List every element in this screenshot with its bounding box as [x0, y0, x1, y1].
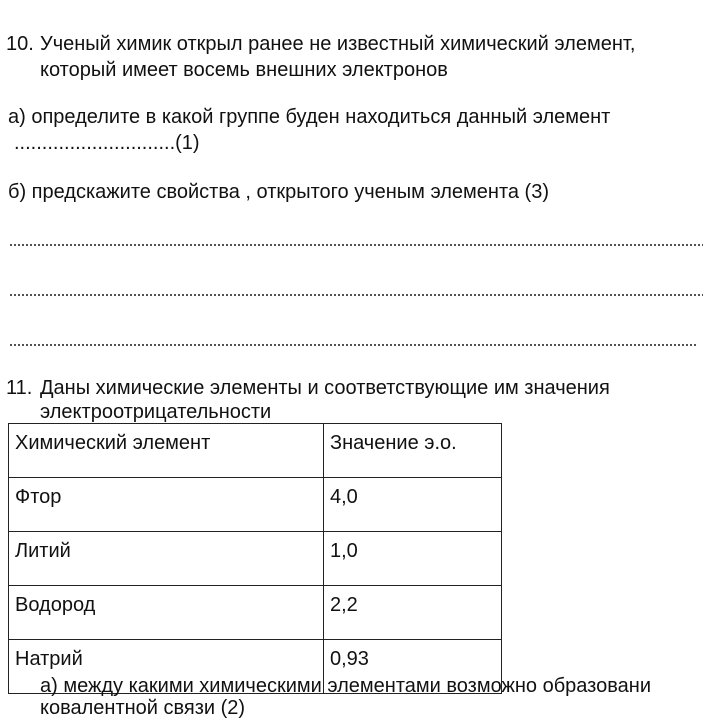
table-header-element: Химический элемент — [9, 424, 324, 478]
answer-line-1 — [9, 244, 703, 246]
question-10-text-line-1: Ученый химик открыл ранее не известный химический элемент, — [40, 33, 636, 55]
question-11-text-line-1: Даны химические элементы и соответствующие им значения — [40, 377, 610, 399]
table-cell-element: Фтор — [9, 478, 324, 532]
answer-line-3 — [9, 344, 697, 346]
table-header-value: Значение э.о. — [324, 424, 502, 478]
table-cell-value: 2,2 — [324, 586, 502, 640]
question-11-text-line-2: электроотрицательности — [40, 401, 272, 423]
answer-line-2 — [9, 294, 703, 296]
table-cell-value: 0,93 — [324, 640, 502, 694]
table-cell-element: Натрий — [9, 640, 324, 694]
question-11-number: 11. — [6, 377, 33, 399]
electronegativity-table — [8, 423, 502, 694]
question-10-number: 10. — [6, 33, 34, 55]
table-cell-value: 1,0 — [324, 532, 502, 586]
question-10-text-line-2: который имеет восемь внешних электронов — [40, 59, 448, 81]
table-header-row — [9, 424, 502, 478]
table-row — [9, 478, 502, 532]
question-10-part-a-answer: .............................(1) — [14, 132, 200, 154]
question-10-part-a: а) определите в какой группе буден находиться данный элемент — [8, 106, 611, 128]
table-cell-element: Водород — [9, 586, 324, 640]
table-row — [9, 532, 502, 586]
question-11-part-a-line-1: а) между какими химическими элементами возможно образовани — [40, 675, 651, 697]
question-10-part-b: б) предскажите свойства , открытого ученым элемента (3) — [8, 181, 549, 203]
question-11-part-a-line-2: ковалентной связи (2) — [40, 697, 246, 719]
table-cell-element: Литий — [9, 532, 324, 586]
table-row — [9, 586, 502, 640]
table-cell-value: 4,0 — [324, 478, 502, 532]
